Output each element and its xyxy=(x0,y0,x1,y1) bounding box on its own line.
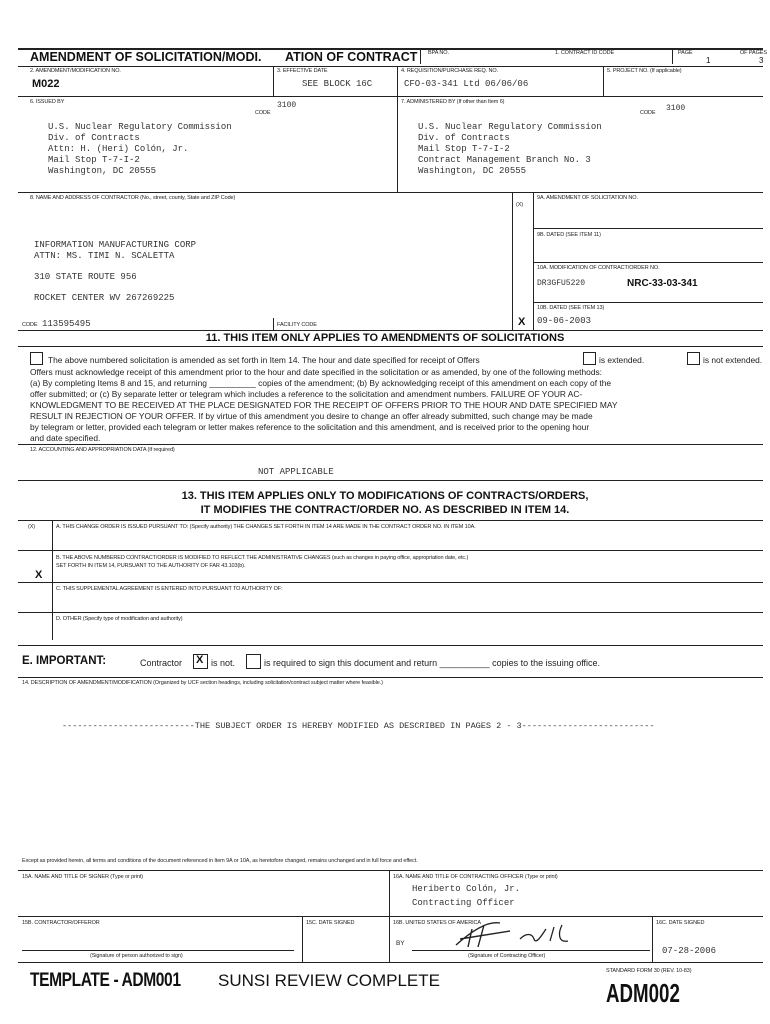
item13-option-d: D. OTHER (Specify type of modification and authority) xyxy=(56,616,183,622)
administered-by-line-4: Contract Management Branch No. 3 xyxy=(418,155,591,165)
administered-by-line-1: U.S. Nuclear Regulatory Commission xyxy=(418,122,602,132)
effective-date-label: 3. EFFECTIVE DATE xyxy=(277,68,328,74)
important-contractor: Contractor xyxy=(140,658,183,668)
officer-date-signed-label: 16C. DATE SIGNED xyxy=(656,920,705,926)
issued-by-code-label: CODE xyxy=(255,110,271,116)
item11-line-7: by telegram or letter, provided each telegram or letter makes reference to the solicitation and this amendment, and is received prior to the opening hour xyxy=(30,422,590,432)
accounting-data-label: 12. ACCOUNTING AND APPROPRIATION DATA (If required) xyxy=(30,447,175,453)
extended-label: is extended. xyxy=(599,355,645,365)
issued-by-line-4: Mail Stop T-7-I-2 xyxy=(48,155,140,165)
description-label: 14. DESCRIPTION OF AMENDMENT/MODIFICATION (Organized by UCF section headings, including solicitation/contract subject matter where feasible.) xyxy=(22,680,383,686)
amendment-no-label: 2. AMENDMENT/MODIFICATION NO. xyxy=(30,68,121,74)
amendment-of-solicitation-label: 9A. AMENDMENT OF SOLICITATION NO. xyxy=(537,195,638,201)
dated-10b-label: 10B. DATED (SEE ITEM 13) xyxy=(537,305,605,311)
requisition-no-label: 4. REQUISITION/PURCHASE REQ. NO. xyxy=(401,68,499,74)
amendment-no-value: M022 xyxy=(32,78,60,90)
contractor-code-label: CODE xyxy=(22,322,38,328)
contractor-offeror-label: 15B. CONTRACTOR/OFFEROR xyxy=(22,920,100,926)
item13-option-b-line-1: B. THE ABOVE NUMBERED CONTRACT/ORDER IS MODIFIED TO REFLECT THE ADMINISTRATIVE CHANGES (such as changes in paying office, appropriation date, etc.) xyxy=(56,555,469,561)
template-stamp: TEMPLATE - ADM001 xyxy=(30,970,181,991)
extended-checkbox[interactable] xyxy=(583,352,596,365)
issued-by-code: 3100 xyxy=(277,101,297,110)
contractor-date-signed-label: 15C. DATE SIGNED xyxy=(306,920,355,926)
contractor-line-1: INFORMATION MANUFACTURING CORP xyxy=(34,240,197,250)
item11-amended-checkbox[interactable] xyxy=(30,352,43,365)
officer-signature-caption: (Signature of Contracting Officer) xyxy=(468,953,546,959)
facility-code-label: FACILITY CODE xyxy=(277,322,317,328)
contractor-line-2: ATTN: MS. TIMI N. SCALETTA xyxy=(34,251,175,261)
important-rest: is required to sign this document and return __________ copies to the issuing office. xyxy=(264,658,601,668)
modification-of-contract-label: 10A. MODIFICATION OF CONTRACT/ORDER NO. xyxy=(537,265,660,271)
signer-name-label: 15A. NAME AND TITLE OF SIGNER (Type or print) xyxy=(22,874,144,880)
modification-small-value: DR3GFU5220 xyxy=(537,279,586,288)
contractor-line-4: ROCKET CENTER WV 267269225 xyxy=(34,293,175,303)
item11-line-6: RESULT IN REJECTION OF YOUR OFFER. If by virtue of this amendment you desire to change an offer already submitted, such change may be made xyxy=(30,411,593,421)
not-extended-label: is not extended. xyxy=(703,355,763,365)
officer-date-signed-value: 07-28-2006 xyxy=(662,946,717,956)
administered-by-code-label: CODE xyxy=(640,110,656,116)
footer-note: Except as provided herein, all terms and conditions of the document referenced in Item 9A or 10A, as heretofore changed, remains unchanged and in full force and effect. xyxy=(22,858,418,864)
dated-10b-value: 09-06-2003 xyxy=(537,316,592,326)
description-body: --------------------------THE SUBJECT ORDER IS HEREBY MODIFIED AS DESCRIBED IN PAGES 2 - 3-------------------------- xyxy=(62,721,655,731)
important-label: E. IMPORTANT: xyxy=(22,655,107,667)
contractor-line-3: 310 STATE ROUTE 956 xyxy=(34,272,137,282)
item11-heading: 11. THIS ITEM ONLY APPLIES TO AMENDMENTS OF SOLICITATIONS xyxy=(205,332,565,344)
item11-line-1: The above numbered solicitation is amended as set forth in Item 14. The hour and date specified for receipt of Offers xyxy=(48,355,480,365)
issued-by-line-3: Attn: H. (Heri) Colón, Jr. xyxy=(48,144,189,154)
sunsi-stamp: SUNSI REVIEW COMPLETE xyxy=(218,971,440,990)
project-no-label: 5. PROJECT NO. (If applicable) xyxy=(607,68,682,74)
contractor-address-label: 8. NAME AND ADDRESS OF CONTRACTOR (No., street, county, State and ZIP Code) xyxy=(30,195,236,201)
adm002-stamp: ADM002 xyxy=(606,978,680,1008)
dated-9b-label: 9B. DATED (SEE ITEM 11) xyxy=(537,232,601,238)
block10-x-mark: X xyxy=(518,316,526,328)
page-number: 1 xyxy=(706,56,711,65)
item11-line-4: offer submitted; or (c) By separate letter or telegram which includes a reference to the solicitation and amendment numbers. FAILURE OF YOUR AC- xyxy=(30,389,583,399)
issued-by-label: 6. ISSUED BY xyxy=(30,99,65,105)
by-label: BY xyxy=(396,940,405,947)
bpa-no-label: BPA NO. xyxy=(428,50,449,56)
item13-option-c: C. THIS SUPPLEMENTAL AGREEMENT IS ENTERED INTO PURSUANT TO AUTHORITY OF: xyxy=(56,586,283,592)
administered-by-line-3: Mail Stop T-7-I-2 xyxy=(418,144,510,154)
standard-form-label: STANDARD FORM 30 (REV. 10-83) xyxy=(606,968,692,974)
issued-by-line-2: Div. of Contracts xyxy=(48,133,140,143)
item13-heading-1: 13. THIS ITEM APPLIES ONLY TO MODIFICATIONS OF CONTRACTS/ORDERS, xyxy=(181,490,589,502)
officer-signature xyxy=(450,917,590,951)
is-not-x-mark: X xyxy=(196,654,204,666)
contract-id-label: 1. CONTRACT ID CODE xyxy=(555,50,615,56)
contract-number: NRC-33-03-341 xyxy=(627,278,698,289)
is-required-checkbox[interactable] xyxy=(246,654,261,669)
contracting-officer-title: Contracting Officer xyxy=(412,898,515,908)
of-pages-number: 3 xyxy=(759,56,764,65)
effective-date-value: SEE BLOCK 16C xyxy=(302,79,373,89)
accounting-data-value: NOT APPLICABLE xyxy=(258,467,334,477)
item11-line-5: KNOWLEDGMENT TO BE RECEIVED AT THE PLACE DESIGNATED FOR THE RECEIPT OF OFFERS PRIOR TO THE HOUR AND DATE SPECIFIED MAY xyxy=(30,400,618,410)
item13-x-column-label: (X) xyxy=(28,524,36,530)
united-states-label: 16B. UNITED STATES OF AMERICA xyxy=(393,920,481,926)
contracting-officer-name: Heriberto Colón, Jr. xyxy=(412,884,521,894)
requisition-no-value: CFO-03-341 Ltd 06/06/06 xyxy=(404,79,529,89)
administered-by-line-5: Washington, DC 20555 xyxy=(418,166,527,176)
contractor-signature-caption: (Signature of person authorized to sign) xyxy=(90,953,183,959)
form-title-part-b: ATION OF CONTRACT xyxy=(285,50,418,64)
administered-by-label: 7. ADMINISTERED BY (If other than Item 6) xyxy=(401,99,505,105)
block9-x-column-label: (X) xyxy=(516,202,524,208)
item11-line-3: (a) By completing Items 8 and 15, and returning __________ copies of the amendment; (b) By acknowledging receipt of this amendment on each copy of the xyxy=(30,378,612,388)
item13-option-a: A. THIS CHANGE ORDER IS ISSUED PURSUANT TO: (Specify authority) THE CHANGES SET FORTH IN ITEM 14 ARE MADE IN THE CONTRACT ORDER NO. IN ITEM 10A. xyxy=(56,524,476,530)
item11-line-2: Offers must acknowledge receipt of this amendment prior to the hour and date specified in the solicitation or as amended, by one of the following methods: xyxy=(30,367,602,377)
contractor-code: 113595495 xyxy=(42,319,91,329)
of-pages-label: OF PAGES xyxy=(740,50,767,56)
item11-line-8: and date specified. xyxy=(30,433,101,443)
administered-by-code: 3100 xyxy=(666,104,686,113)
issued-by-line-1: U.S. Nuclear Regulatory Commission xyxy=(48,122,232,132)
administered-by-line-2: Div. of Contracts xyxy=(418,133,510,143)
item13-b-x-mark: X xyxy=(35,569,43,581)
contracting-officer-label: 16A. NAME AND TITLE OF CONTRACTING OFFICER (Type or print) xyxy=(393,874,558,880)
page-label: PAGE xyxy=(678,50,693,56)
issued-by-line-5: Washington, DC 20555 xyxy=(48,166,157,176)
not-extended-checkbox[interactable] xyxy=(687,352,700,365)
form-title-part-a: AMENDMENT OF SOLICITATION/MODI. xyxy=(30,50,262,64)
item13-option-b-line-2: SET FORTH IN ITEM 14, PURSUANT TO THE AUTHORITY OF FAR 43.103(b). xyxy=(56,563,246,569)
item13-heading-2: IT MODIFIES THE CONTRACT/ORDER NO. AS DESCRIBED IN ITEM 14. xyxy=(200,504,570,516)
important-is-not: is not. xyxy=(211,658,236,668)
